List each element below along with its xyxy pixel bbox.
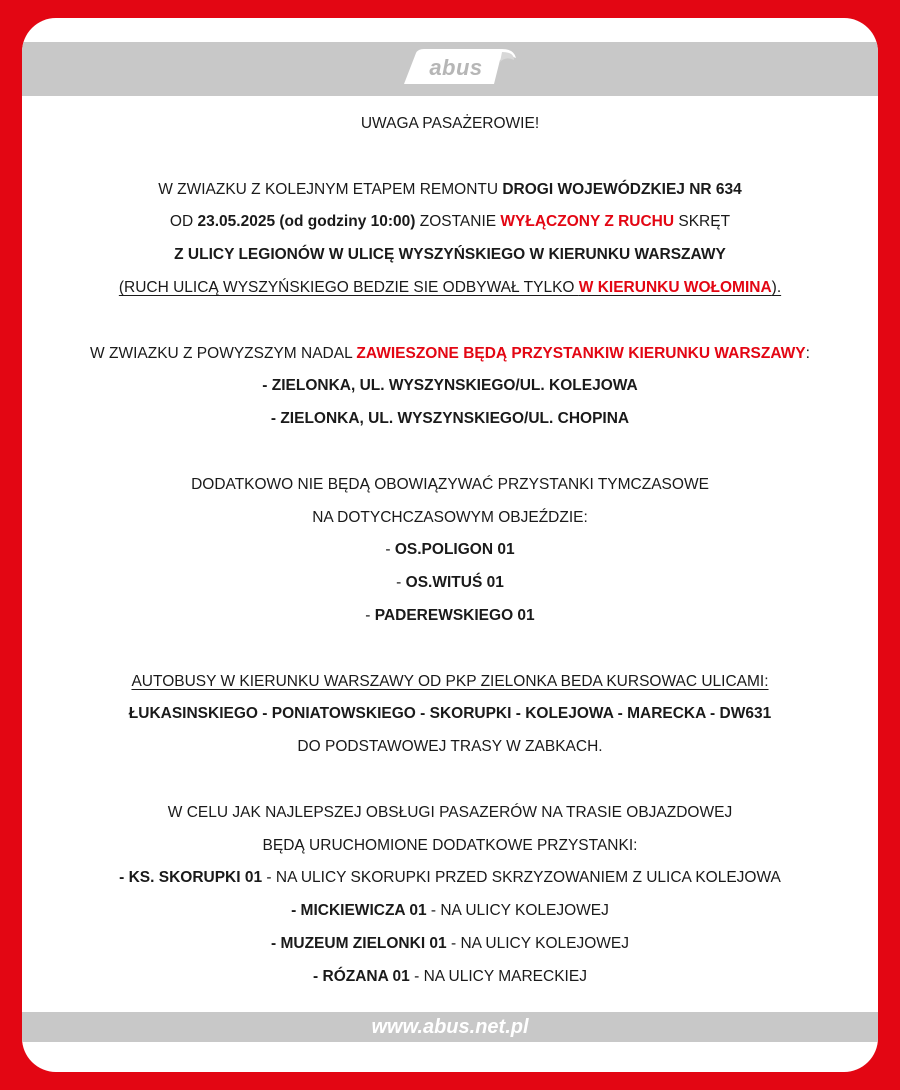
detour-route: ŁUKASINSKIEGO - PONIATOWSKIEGO - SKORUPKI - KOLEJOWA - MARECKA - DW631 [128,705,772,723]
additional-stop: - MUZEUM ZIELONKI 01 - NA ULICY KOLEJOWEJ [271,934,629,952]
p1-line4: (RUCH ULICĄ WYSZYŃSKIEGO BEDZIE SIE ODBYWAŁ TYLKO W KIERUNKU WOŁOMINA). [118,278,782,296]
p5-line2: BĘDĄ URUCHOMIONE DODATKOWE PRZYSTANKI: [262,836,638,854]
logo-text: abus [429,55,483,80]
p3-line1: DODATKOWO NIE BĘDĄ OBOWIĄZYWAĆ PRZYSTANKI TYMCZASOWE [191,475,709,493]
p4-line3: DO PODSTAWOWEJ TRASY W ZABKACH. [297,738,603,756]
notice-heading: UWAGA PASAŻEROWIE! [360,115,540,132]
p1-line2: OD 23.05.2025 (od godziny 10:00) ZOSTANIE WYŁĄCZONY Z RUCHU SKRĘT [169,213,731,231]
p2-line1: W ZWIAZKU Z POWYZSZYM NADAL ZAWIESZONE BĘDĄ PRZYSTANKIW KIERUNKU WARSZAWY: [90,344,810,362]
header-bar [22,42,878,96]
p5-line1: W CELU JAK NAJLEPSZEJ OBSŁUGI PASAZERÓW NA TRASIE OBJAZDOWEJ [167,803,733,821]
p3-line2: NA DOTYCHCZASOWYM OBJEŹDZIE: [312,508,588,526]
p4-line1: AUTOBUSY W KIERUNKU WARSZAWY OD PKP ZIELONKA BEDA KURSOWAC ULICAMI: [131,672,769,690]
website-link[interactable]: www.abus.net.pl [371,1016,529,1038]
footer-bar [22,1012,878,1042]
temporary-stop: - OS.POLIGON 01 [385,541,515,559]
notice-body [22,108,878,994]
temporary-stop: - PADEREWSKIEGO 01 [365,606,535,624]
additional-stop: - MICKIEWICZA 01 - NA ULICY KOLEJOWEJ [291,902,609,920]
suspended-stop: - ZIELONKA, UL. WYSZYNSKIEGO/UL. KOLEJOWA [262,377,638,395]
notice-card [22,18,878,1072]
p1-line3: Z ULICY LEGIONÓW W ULICĘ WYSZYŃSKIEGO W KIERUNKU WARSZAWY [174,246,726,264]
suspended-stop: - ZIELONKA, UL. WYSZYNSKIEGO/UL. CHOPINA [270,410,630,428]
temporary-stop: - OS.WITUŚ 01 [396,574,504,592]
additional-stop: - KS. SKORUPKI 01 - NA ULICY SKORUPKI PRZED SKRZYZOWANIEM Z ULICA KOLEJOWA [119,869,781,887]
abus-logo [390,44,522,92]
p1-line1: W ZWIAZKU Z KOLEJNYM ETAPEM REMONTU DROGI WOJEWÓDZKIEJ NR 634 [158,180,742,198]
additional-stop: - RÓZANA 01 - NA ULICY MARECKIEJ [313,967,587,985]
